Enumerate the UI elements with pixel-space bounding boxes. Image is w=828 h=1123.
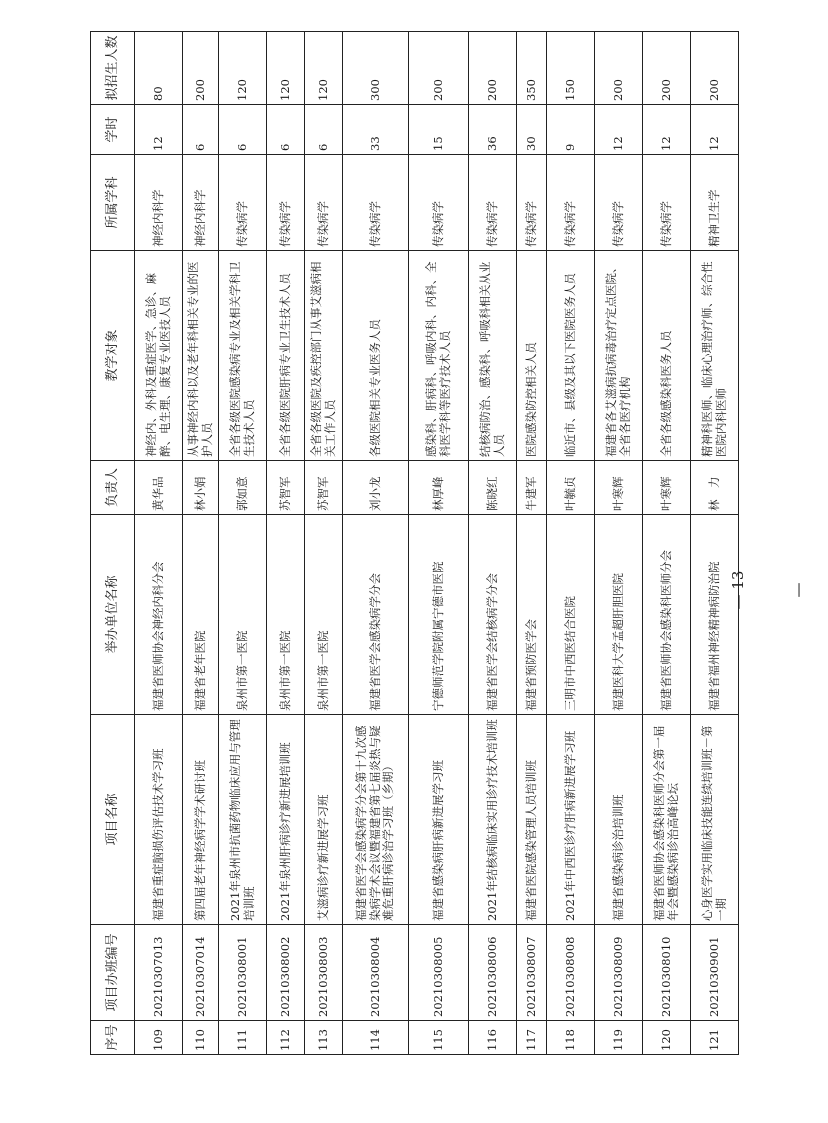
header-target: 教学对象 [91,251,135,461]
cell-seq: 114 [343,1021,409,1055]
cell-host: 福建省医师协会神经内科分会 [135,515,183,715]
header-seq: 序号 [91,1021,135,1055]
cell-code: 20210308010 [643,925,691,1021]
cell-code: 20210308006 [469,925,517,1021]
cell-hours: 9 [547,105,595,155]
cell-name: 2021年中西医诊疗肝病新进展学习班 [547,715,595,925]
cell-name: 2021年结核病临床实用诊疗技术培训班 [469,715,517,925]
table-header-row [91,32,135,1055]
cell-lead: 陈晓红 [469,461,517,515]
cell-lead: 叶寒辉 [643,461,691,515]
cell-code: 20210307013 [135,925,183,1021]
cell-hours: 6 [267,105,305,155]
table-row [219,32,267,1055]
cell-host: 宁德师范学院附属宁德市医院 [409,515,469,715]
cell-target: 全省各级感染科医务人员 [643,251,691,461]
cell-host: 福建省福州神经精神病防治院 [691,515,739,715]
cell-seq: 118 [547,1021,595,1055]
cell-lead: 刘小龙 [343,461,409,515]
cell-hours: 6 [219,105,267,155]
table-row [469,32,517,1055]
cell-name: 2021年泉州市抗菌药物临床应用与管理培训班 [219,715,267,925]
cell-quota: 150 [547,32,595,105]
table-row [643,32,691,1055]
cell-name: 艾滋病诊疗新进展学习班 [305,715,343,925]
cell-lead: 林厚峰 [409,461,469,515]
cell-code: 20210308004 [343,925,409,1021]
cell-hours: 30 [517,105,547,155]
cell-quota: 200 [409,32,469,105]
cell-target: 医院感染防控相关人员 [517,251,547,461]
cell-subject: 传染病学 [517,155,547,251]
cell-target: 福建省各艾滋病抗病毒治疗定点医院、全省各医疗机构 [595,251,643,461]
cell-seq: 110 [183,1021,219,1055]
cell-name: 2021年泉州肝病诊疗新进展培训班 [267,715,305,925]
cell-host: 泉州市第一医院 [219,515,267,715]
cell-hours: 6 [305,105,343,155]
cell-code: 20210308001 [219,925,267,1021]
cell-host: 福建医科大学孟超肝胆医院 [595,515,643,715]
cell-subject: 传染病学 [343,155,409,251]
cell-code: 20210308002 [267,925,305,1021]
cell-quota: 120 [219,32,267,105]
cell-quota: 200 [469,32,517,105]
cell-subject: 传染病学 [469,155,517,251]
table-row [595,32,643,1055]
cell-lead: 林小娟 [183,461,219,515]
cell-host: 泉州市第一医院 [305,515,343,715]
cell-hours: 12 [691,105,739,155]
cell-seq: 109 [135,1021,183,1055]
header-code: 项目办班编号 [91,925,135,1021]
cell-hours: 33 [343,105,409,155]
cell-hours: 36 [469,105,517,155]
table-row [135,32,183,1055]
cell-subject: 传染病学 [305,155,343,251]
cell-name: 福建省医师协会感染科医师分会第一届年会暨感染病诊治高峰论坛 [643,715,691,925]
cell-seq: 116 [469,1021,517,1055]
cell-lead: 叶毓贞 [547,461,595,515]
cell-host: 福建省医师协会感染科医师分会 [643,515,691,715]
cell-name: 福建省医学会感染病学分会第十九次感染病学术会议暨福建省第七届炎热与疑难危重肝病诊治学习班（乡期） [343,715,409,925]
page-number: — 13 — [729,570,807,610]
cell-quota: 120 [267,32,305,105]
cell-lead: 黄华品 [135,461,183,515]
cell-subject: 传染病学 [409,155,469,251]
cell-quota: 200 [691,32,739,105]
cell-lead: 苏智军 [267,461,305,515]
cell-quota: 120 [305,32,343,105]
header-quota: 拟招生人数 [91,32,135,105]
cell-subject: 精神卫生学 [691,155,739,251]
rotated-table-wrapper [90,32,728,1055]
cell-seq: 119 [595,1021,643,1055]
cell-quota: 200 [595,32,643,105]
cell-target: 结核病防治、感染科、呼吸科相关从业人员 [469,251,517,461]
cell-host: 泉州市第一医院 [267,515,305,715]
header-name: 项目名称 [91,715,135,925]
table-row [305,32,343,1055]
cell-code: 20210308003 [305,925,343,1021]
cell-code: 20210308009 [595,925,643,1021]
header-lead: 负责人 [91,461,135,515]
cell-name: 福建省感染病诊治培训班 [595,715,643,925]
table-row [343,32,409,1055]
cell-target: 感染科、肝病科、呼吸内科、内科、全科医学科等医疗技术人员 [409,251,469,461]
cell-subject: 传染病学 [267,155,305,251]
cell-subject: 传染病学 [219,155,267,251]
table-row [547,32,595,1055]
cell-code: 20210308008 [547,925,595,1021]
cell-name: 福建省感染病肝病新进展学习班 [409,715,469,925]
cell-code: 20210308007 [517,925,547,1021]
cell-code: 20210309001 [691,925,739,1021]
cell-hours: 12 [643,105,691,155]
cell-hours: 15 [409,105,469,155]
cell-seq: 117 [517,1021,547,1055]
cell-quota: 200 [643,32,691,105]
cell-name: 心身医学实用临床技能连续培训班－第一期 [691,715,739,925]
cell-name: 第四届老年神经病学学术研讨班 [183,715,219,925]
cell-target: 各级医院相关专业医务人员 [343,251,409,461]
cell-host: 三明市中西医结合医院 [547,515,595,715]
cell-lead: 叶寒辉 [595,461,643,515]
cell-host: 福建省医学会感染病学分会 [343,515,409,715]
cell-seq: 112 [267,1021,305,1055]
cell-target: 临近市、县级及其以下医院医务人员 [547,251,595,461]
cell-subject: 神经内科学 [183,155,219,251]
cell-lead: 苏智军 [305,461,343,515]
cell-code: 20210307014 [183,925,219,1021]
cell-quota: 80 [135,32,183,105]
cell-subject: 传染病学 [643,155,691,251]
cell-host: 福建省预防医学会 [517,515,547,715]
cell-subject: 传染病学 [595,155,643,251]
cell-hours: 12 [595,105,643,155]
cell-target: 全省各级医院及疾控部门从事艾滋病相关工作人员 [305,251,343,461]
table-row [691,32,739,1055]
cell-target: 全省各级医院感染病专业及相关学科卫生技术人员 [219,251,267,461]
cell-seq: 113 [305,1021,343,1055]
cell-subject: 传染病学 [547,155,595,251]
cell-name: 福建省重症脑损伤评估技术学习班 [135,715,183,925]
cell-lead: 郭如意 [219,461,267,515]
training-program-table [90,31,739,1055]
header-host: 举办单位名称 [91,515,135,715]
header-hours: 学时 [91,105,135,155]
cell-subject: 神经内科学 [135,155,183,251]
table-body [135,32,739,1055]
cell-target: 全省各级医院肝病专业卫生技术人员 [267,251,305,461]
cell-code: 20210308005 [409,925,469,1021]
cell-host: 福建省医学会结核病学分会 [469,515,517,715]
cell-quota: 350 [517,32,547,105]
cell-target: 从事神经内科以及老年科相关专业的医护人员 [183,251,219,461]
cell-hours: 12 [135,105,183,155]
cell-seq: 115 [409,1021,469,1055]
cell-seq: 120 [643,1021,691,1055]
table-row [183,32,219,1055]
header-subject: 所属学科 [91,155,135,251]
cell-name: 福建省医院感染管理人员培训班 [517,715,547,925]
cell-host: 福建省老年医院 [183,515,219,715]
table-row [267,32,305,1055]
cell-lead: 林 力 [691,461,739,515]
cell-lead: 牛建军 [517,461,547,515]
table-row [517,32,547,1055]
cell-seq: 121 [691,1021,739,1055]
cell-quota: 200 [183,32,219,105]
cell-quota: 300 [343,32,409,105]
cell-target: 精神科医师、临床心理治疗师、综合性医院内科医师 [691,251,739,461]
cell-target: 神经内、外科及重症医学、急诊、麻醉、电生理、康复专业医技人员 [135,251,183,461]
cell-hours: 6 [183,105,219,155]
table-row [409,32,469,1055]
cell-seq: 111 [219,1021,267,1055]
